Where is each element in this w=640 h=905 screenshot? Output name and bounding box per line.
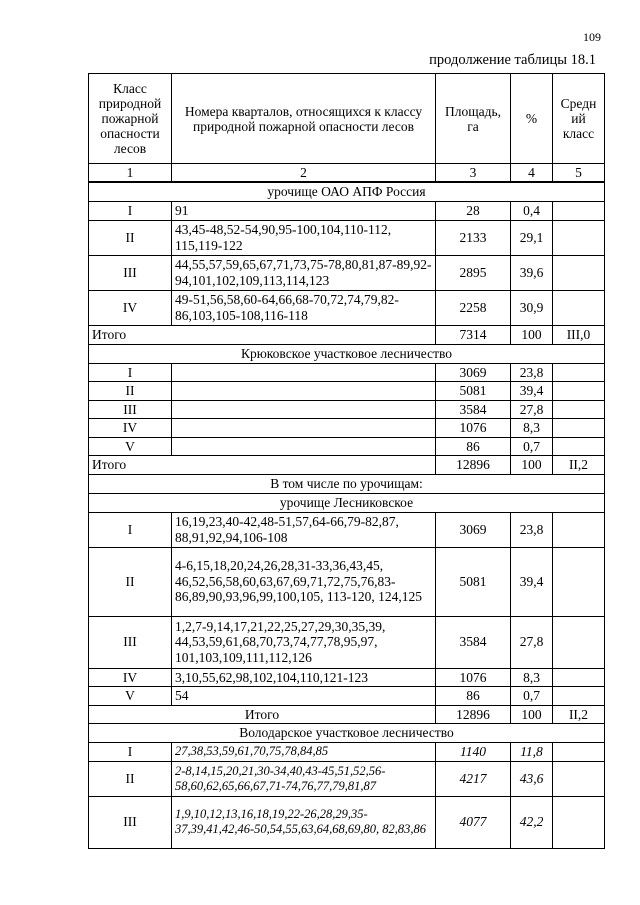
cell-percent: 27,8 (511, 400, 553, 419)
subsection-title-row (89, 474, 605, 493)
cell-percent: 39,4 (511, 382, 553, 401)
cell-quarters: 2-8,14,15,20,21,30-34,40,43-45,51,52,56-58,60,62,65,66,67,71-74,76,77,79,81,87 (172, 761, 436, 796)
cell-area: 28 (436, 201, 511, 220)
cell-class: IV (89, 419, 172, 438)
cell-avg-class (553, 201, 605, 220)
cell-class: II (89, 382, 172, 401)
cell-percent: 23,8 (511, 363, 553, 382)
cell-avg-class (553, 220, 605, 255)
cell-percent: 8,3 (511, 419, 553, 438)
total-row (89, 456, 605, 475)
cell-percent: 29,1 (511, 220, 553, 255)
cell-percent: 11,8 (511, 743, 553, 762)
cell-percent: 42,2 (511, 796, 553, 848)
cell-avg-class (553, 290, 605, 325)
table-row (89, 220, 605, 255)
cell-class: V (89, 687, 172, 706)
cell-percent: 0,7 (511, 687, 553, 706)
total-area: 7314 (436, 325, 511, 344)
table-row (89, 255, 605, 290)
cell-quarters: 4-6,15,18,20,24,26,28,31-33,36,43,45, 46,52,56,58,60,63,67,69,71,72,75,76,83-86,89,90,93,96,99,100,105, 113-120, 124,125 (172, 547, 436, 616)
cell-area: 5081 (436, 382, 511, 401)
table-continuation-label: продолжение таблицы 18.1 (429, 52, 596, 68)
table-row (89, 400, 605, 419)
cell-percent: 0,7 (511, 437, 553, 456)
cell-area: 2895 (436, 255, 511, 290)
cell-quarters: 91 (172, 201, 436, 220)
cell-area: 1076 (436, 668, 511, 687)
cell-avg-class (553, 437, 605, 456)
section-title-row (89, 493, 605, 512)
cell-quarters: 49-51,56,58,60-64,66,68-70,72,74,79,82-86,103,105-108,116-118 (172, 290, 436, 325)
cell-class: I (89, 512, 172, 547)
cell-avg-class (553, 382, 605, 401)
total-percent: 100 (511, 325, 553, 344)
cell-percent: 8,3 (511, 668, 553, 687)
cell-avg-class (553, 761, 605, 796)
cell-area: 1076 (436, 419, 511, 438)
header-class: Класс природной пожарной опасности лесов (89, 74, 172, 164)
cell-area: 3584 (436, 400, 511, 419)
section-title: Крюковское участковое лесничество (89, 344, 605, 363)
col-number: 4 (511, 164, 553, 183)
cell-percent: 30,9 (511, 290, 553, 325)
cell-quarters (172, 419, 436, 438)
table-row (89, 616, 605, 668)
cell-class: III (89, 796, 172, 848)
total-area: 12896 (436, 705, 511, 724)
cell-quarters: 54 (172, 687, 436, 706)
column-numbers-row (89, 164, 605, 183)
table-row (89, 761, 605, 796)
cell-class: I (89, 363, 172, 382)
cell-class: III (89, 255, 172, 290)
cell-percent: 23,8 (511, 512, 553, 547)
cell-avg-class (553, 512, 605, 547)
table-row (89, 796, 605, 848)
header-area: Площадь, га (436, 74, 511, 164)
cell-avg-class (553, 687, 605, 706)
cell-percent: 43,6 (511, 761, 553, 796)
total-label: Итого (89, 456, 436, 475)
table-row (89, 668, 605, 687)
cell-area: 2133 (436, 220, 511, 255)
total-avg-class: II,2 (553, 456, 605, 475)
cell-area: 1140 (436, 743, 511, 762)
cell-class: II (89, 547, 172, 616)
section-title-row (89, 182, 605, 201)
cell-area: 4217 (436, 761, 511, 796)
cell-quarters: 43,45-48,52-54,90,95-100,104,110-112, 115,119-122 (172, 220, 436, 255)
cell-class: I (89, 743, 172, 762)
cell-class: II (89, 761, 172, 796)
total-avg-class: II,2 (553, 705, 605, 724)
table-row (89, 201, 605, 220)
col-number: 2 (172, 164, 436, 183)
cell-class: II (89, 220, 172, 255)
cell-quarters: 1,9,10,12,13,16,18,19,22-26,28,29,35-37,39,41,42,46-50,54,55,63,64,68,69,80, 82,83,86 (172, 796, 436, 848)
including-title: В том числе по урочищам: (89, 474, 605, 493)
cell-avg-class (553, 547, 605, 616)
cell-quarters: 16,19,23,40-42,48-51,57,64-66,79-82,87, 88,91,92,94,106-108 (172, 512, 436, 547)
cell-quarters (172, 437, 436, 456)
table-row (89, 437, 605, 456)
table-row (89, 512, 605, 547)
total-label: Итого (89, 325, 436, 344)
cell-class: V (89, 437, 172, 456)
cell-class: IV (89, 668, 172, 687)
col-number: 5 (553, 164, 605, 183)
cell-area: 3069 (436, 512, 511, 547)
header-avg-class: Средн ий класс (553, 74, 605, 164)
section-title: урочище ОАО АПФ Россия (89, 182, 605, 201)
cell-percent: 0,4 (511, 201, 553, 220)
cell-area: 2258 (436, 290, 511, 325)
cell-area: 3584 (436, 616, 511, 668)
cell-quarters (172, 400, 436, 419)
cell-avg-class (553, 616, 605, 668)
cell-class: IV (89, 290, 172, 325)
header-row (89, 74, 605, 164)
total-row (89, 325, 605, 344)
cell-area: 86 (436, 437, 511, 456)
table-row (89, 419, 605, 438)
cell-avg-class (553, 363, 605, 382)
section-title: Володарское участковое лесничество (89, 724, 605, 743)
total-row (89, 705, 605, 724)
cell-percent: 39,4 (511, 547, 553, 616)
col-number: 1 (89, 164, 172, 183)
cell-avg-class (553, 743, 605, 762)
table-row (89, 743, 605, 762)
cell-percent: 27,8 (511, 616, 553, 668)
cell-class: I (89, 201, 172, 220)
table-row (89, 290, 605, 325)
cell-area: 5081 (436, 547, 511, 616)
cell-area: 86 (436, 687, 511, 706)
fire-danger-table (88, 73, 605, 849)
cell-class: III (89, 616, 172, 668)
col-number: 3 (436, 164, 511, 183)
cell-quarters: 27,38,53,59,61,70,75,78,84,85 (172, 743, 436, 762)
table-row (89, 687, 605, 706)
cell-avg-class (553, 400, 605, 419)
cell-quarters (172, 382, 436, 401)
cell-avg-class (553, 796, 605, 848)
table-row (89, 382, 605, 401)
section-title: урочище Лесниковское (89, 493, 605, 512)
table-row (89, 363, 605, 382)
total-percent: 100 (511, 705, 553, 724)
header-percent: % (511, 74, 553, 164)
page-number: 109 (583, 30, 601, 44)
cell-avg-class (553, 668, 605, 687)
cell-quarters: 3,10,55,62,98,102,104,110,121-123 (172, 668, 436, 687)
cell-quarters: 1,2,7-9,14,17,21,22,25,27,29,30,35,39, 44,53,59,61,68,70,73,74,77,78,95,97, 101,103,109,111,112,126 (172, 616, 436, 668)
cell-class: III (89, 400, 172, 419)
section-title-row (89, 724, 605, 743)
cell-area: 4077 (436, 796, 511, 848)
total-percent: 100 (511, 456, 553, 475)
table-row (89, 547, 605, 616)
section-title-row (89, 344, 605, 363)
cell-avg-class (553, 255, 605, 290)
cell-percent: 39,6 (511, 255, 553, 290)
cell-area: 3069 (436, 363, 511, 382)
total-area: 12896 (436, 456, 511, 475)
cell-avg-class (553, 419, 605, 438)
cell-quarters: 44,55,57,59,65,67,71,73,75-78,80,81,87-89,92-94,101,102,109,113,114,123 (172, 255, 436, 290)
cell-quarters (172, 363, 436, 382)
header-quarters: Номера кварталов, относящихся к классу природной пожарной опасности лесов (172, 74, 436, 164)
total-avg-class: III,0 (553, 325, 605, 344)
total-label: Итого (89, 705, 436, 724)
